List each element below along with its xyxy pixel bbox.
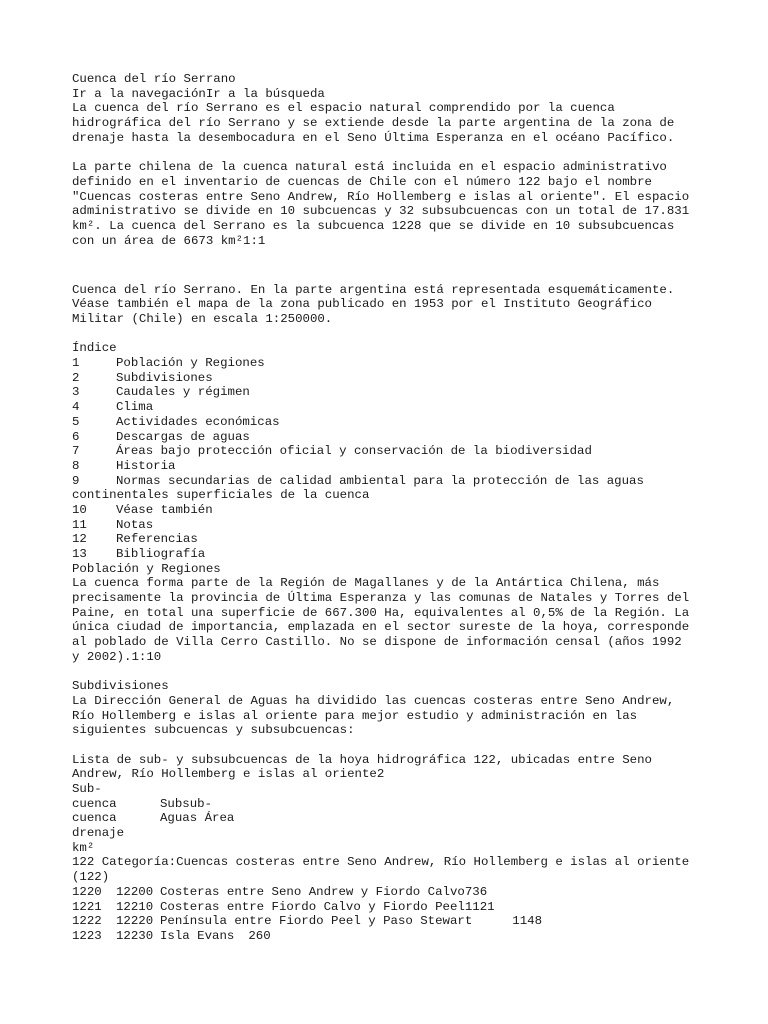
table-caption: Andrew, Río Hollemberg e islas al oriente2: [72, 767, 385, 782]
table-cell-area: 1148: [512, 914, 543, 929]
toc-number: 3: [72, 385, 80, 400]
text-line: siguientes subcuencas y subsubcuencas:: [72, 723, 355, 738]
toc-number: 1: [72, 356, 80, 371]
category-link-cont: (122): [72, 870, 110, 885]
document-page: [72, 72, 712, 944]
table-cell-sub: 1223: [72, 928, 102, 943]
table-cell-subsub: 12220: [116, 914, 154, 929]
toc-label-continued[interactable]: continentales superficiales de la cuenca: [72, 488, 370, 503]
text-line: única ciudad de importancia, emplazada en el sector sureste de la hoya, corresponde: [72, 620, 690, 635]
toc-heading: Índice: [72, 341, 117, 356]
admin-paragraph: [72, 160, 712, 248]
section-heading: Población y Regiones: [72, 561, 221, 576]
toc-label[interactable]: Clima: [116, 400, 154, 415]
text-line: La Dirección General de Aguas ha dividido las cuencas costeras entre Seno Andrew,: [72, 693, 675, 708]
category-link[interactable]: 122 Categoría:Cuencas costeras entre Seno Andrew, Río Hollemberg e islas al oriente: [72, 855, 690, 870]
toc-label[interactable]: Referencias: [116, 532, 198, 547]
toc-label[interactable]: Caudales y régimen: [116, 385, 250, 400]
table-header-cell: cuenca: [72, 811, 117, 826]
toc-number: 11: [72, 517, 87, 532]
text-line: La cuenca forma parte de la Región de Magallanes y de la Antártica Chilena, más: [72, 576, 660, 591]
nav-links[interactable]: Ir a la navegaciónIr a la búsqueda: [72, 86, 325, 101]
table-cell-subsub: 12230: [116, 928, 154, 943]
text-line: hidrográfica del río Serrano y se extiende desde la parte argentina de la zona de: [72, 116, 675, 131]
text-line: precisamente la provincia de Última Esperanza y las comunas de Natales y Torres del: [72, 591, 690, 606]
toc-number: 7: [72, 444, 80, 459]
table-cell-sub: 1221: [72, 899, 102, 914]
toc-label[interactable]: Bibliografía: [116, 547, 206, 562]
toc-label[interactable]: Áreas bajo protección oficial y conservación de la biodiversidad: [116, 444, 592, 459]
table-header-cell: Sub-: [72, 782, 102, 797]
toc-item[interactable]: [72, 356, 712, 371]
table-row: [72, 929, 712, 944]
table-cell-area: 736: [464, 884, 488, 899]
table-cell-name: Costeras entre Fiordo Calvo y Fiordo Peel: [160, 899, 465, 914]
intro-paragraph: [72, 101, 712, 145]
toc-label[interactable]: Población y Regiones: [116, 356, 265, 371]
text-line: La cuenca del río Serrano es el espacio natural comprendido por la cuenca: [72, 101, 615, 116]
section-subdivisiones: [72, 679, 712, 738]
table-header-cell: km²: [72, 840, 95, 855]
table-row: [72, 885, 712, 900]
table-header-cell: drenaje: [72, 826, 125, 841]
toc-number: 9: [72, 473, 80, 488]
toc-label[interactable]: Historia: [116, 458, 176, 473]
table-row: [72, 914, 712, 929]
toc-label[interactable]: Notas: [116, 517, 154, 532]
toc-item[interactable]: [72, 400, 712, 415]
toc-label[interactable]: Subdivisiones: [116, 370, 213, 385]
toc-item[interactable]: [72, 503, 712, 518]
text-line: al poblado de Villa Cerro Castillo. No se dispone de información censal (años 1992: [72, 635, 682, 650]
toc-number: 5: [72, 414, 80, 429]
section-heading: Subdivisiones: [72, 679, 169, 694]
toc-item[interactable]: [72, 518, 712, 533]
section-poblacion: [72, 562, 712, 665]
toc-item[interactable]: [72, 430, 712, 445]
toc-number: 12: [72, 532, 87, 547]
table-cell-name: Península entre Fiordo Peel y Paso Stewart: [160, 914, 473, 929]
toc-item[interactable]: [72, 474, 712, 489]
toc-item[interactable]: [72, 415, 712, 430]
toc-number: 10: [72, 502, 87, 517]
subcuencas-table: [72, 753, 712, 944]
toc-item[interactable]: [72, 444, 712, 459]
toc-label[interactable]: Actividades económicas: [116, 414, 280, 429]
table-cell-name: Costeras entre Seno Andrew y Fiordo Calvo: [160, 884, 465, 899]
text-line: drenaje hasta la desembocadura en el Seno Última Esperanza en el océano Pacífico.: [72, 130, 675, 145]
table-header-row: [72, 797, 712, 812]
text-line: administrativo se divide en 10 subcuencas y 32 subsubcuencas con un total de 17.831: [72, 204, 690, 219]
table-header-row: [72, 811, 712, 826]
table-header-cell: cuenca: [72, 796, 117, 811]
table-cell-sub: 1220: [72, 884, 102, 899]
toc-item[interactable]: [72, 547, 712, 562]
text-line: Río Hollemberg e islas al oriente para mejor estudio y administración en las: [72, 708, 638, 723]
table-cell-sub: 1222: [72, 914, 102, 929]
table-header-cell: Subsub-: [160, 796, 213, 811]
toc-number: 13: [72, 547, 87, 562]
image-caption: [72, 283, 712, 327]
text-line: con un área de 6673 km²1:1: [72, 233, 266, 248]
table-header-cell: Aguas Área: [160, 811, 235, 826]
toc-label[interactable]: Descargas de aguas: [116, 429, 250, 444]
text-line: Cuenca del río Serrano. En la parte argentina está representada esquemáticamente.: [72, 282, 675, 297]
toc-number: 6: [72, 429, 80, 444]
page-title: Cuenca del río Serrano: [72, 72, 236, 86]
text-line: definido en el inventario de cuencas de Chile con el número 122 bajo el nombre: [72, 174, 652, 189]
table-cell-name: Isla Evans: [160, 928, 235, 943]
toc-item[interactable]: [72, 385, 712, 400]
table-cell-area: 260: [248, 928, 271, 943]
toc-item[interactable]: [72, 532, 712, 547]
text-line: La parte chilena de la cuenca natural está incluida en el espacio administrativo: [72, 160, 667, 175]
text-line: Militar (Chile) en escala 1:250000.: [72, 312, 333, 327]
text-line: Véase también el mapa de la zona publicado en 1953 por el Instituto Geográfico: [72, 297, 652, 312]
text-line: km². La cuenca del Serrano es la subcuenca 1228 que se divide en 10 subsubcuencas: [72, 218, 675, 233]
text-line: Paine, en total una superficie de 667.300 Ha, equivalentes al 0,5% de la Región. La: [72, 605, 690, 620]
text-line: "Cuencas costeras entre Seno Andrew, Río Hollemberg e islas al oriente". El espacio: [72, 189, 690, 204]
toc-label[interactable]: Véase también: [116, 502, 213, 517]
table-of-contents: [72, 341, 712, 561]
table-cell-area: 1121: [464, 899, 495, 914]
toc-number: 2: [72, 370, 80, 385]
table-row: [72, 900, 712, 915]
text-line: y 2002).1:10: [72, 649, 162, 664]
toc-label[interactable]: Normas secundarias de calidad ambiental para la protección de las aguas: [116, 473, 644, 488]
toc-number: 4: [72, 400, 80, 415]
toc-item[interactable]: [72, 371, 712, 386]
table-cell-subsub: 12200: [116, 884, 154, 899]
toc-item[interactable]: [72, 459, 712, 474]
toc-number: 8: [72, 458, 80, 473]
table-caption: Lista de sub- y subsubcuencas de la hoya hidrográfica 122, ubicadas entre Seno: [72, 752, 652, 767]
table-cell-subsub: 12210: [116, 899, 154, 914]
